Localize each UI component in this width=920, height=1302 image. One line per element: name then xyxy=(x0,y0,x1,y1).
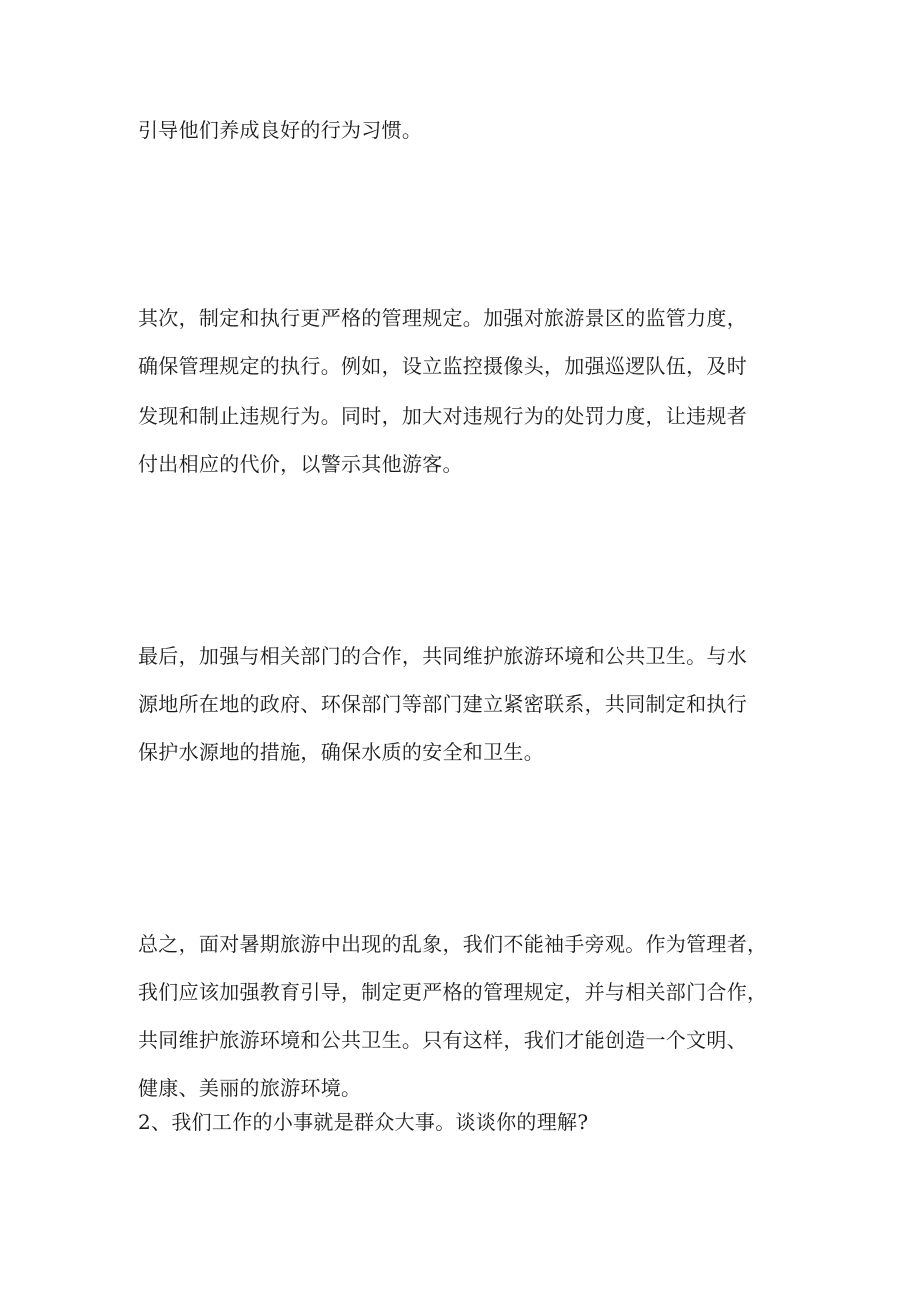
paragraph-line: 源地所在地的政府、环保部门等部门建立紧密联系，共同制定和执行 xyxy=(138,692,747,716)
paragraph-line: 共同维护旅游环境和公共卫生。只有这样，我们才能创造一个文明、 xyxy=(138,1028,747,1052)
paragraph-line: 发现和制止违规行为。同时，加大对违规行为的处罚力度，让违规者 xyxy=(138,404,747,428)
question-heading: 2、我们工作的小事就是群众大事。谈谈你的理解? xyxy=(138,1110,589,1134)
paragraph-line: 付出相应的代价，以警示其他游客。 xyxy=(138,452,463,476)
paragraph-line: 总之，面对暑期旅游中出现的乱象，我们不能袖手旁观。作为管理者， xyxy=(138,932,768,956)
paragraph-line: 其次，制定和执行更严格的管理规定。加强对旅游景区的监管力度， xyxy=(138,306,747,330)
paragraph-line: 健康、美丽的旅游环境。 xyxy=(138,1076,362,1100)
paragraph-line: 保护水源地的措施，确保水质的安全和卫生。 xyxy=(138,740,544,764)
paragraph-line: 引导他们养成良好的行为习惯。 xyxy=(138,118,423,142)
paragraph-line: 我们应该加强教育引导，制定更严格的管理规定，并与相关部门合作， xyxy=(138,980,768,1004)
paragraph-line: 确保管理规定的执行。例如，设立监控摄像头，加强巡逻队伍，及时 xyxy=(138,354,747,378)
paragraph-line: 最后，加强与相关部门的合作，共同维护旅游环境和公共卫生。与水 xyxy=(138,644,747,668)
